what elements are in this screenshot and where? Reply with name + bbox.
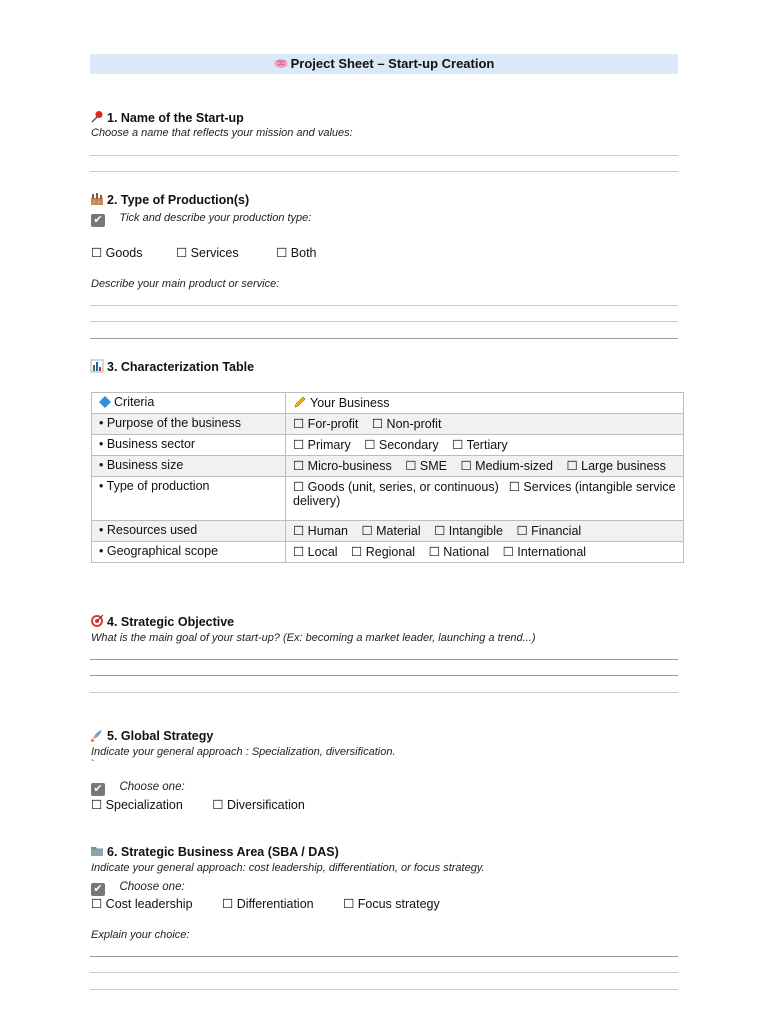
option-checkbox[interactable]: ☐ Regional: [351, 545, 416, 559]
option-goods[interactable]: ☐ Goods: [91, 246, 143, 260]
option-checkbox[interactable]: ☐ Services (intangible service delivery): [293, 480, 676, 508]
page-title: [90, 54, 678, 74]
pushpin-icon: [90, 110, 104, 124]
table-row: [92, 542, 684, 563]
option-checkbox[interactable]: ☐ Secondary: [364, 438, 439, 452]
describe-product-label: Describe your main product or service:: [91, 278, 280, 290]
row-criteria: • Business size: [92, 456, 286, 477]
section-2-check-row: [91, 208, 311, 227]
table-header-row: [92, 393, 684, 414]
checkbox-checked-icon: ✔: [91, 883, 105, 896]
option-differentiation[interactable]: ☐ Differentiation: [222, 897, 314, 911]
row-criteria: • Business sector: [92, 435, 286, 456]
row-criteria: • Geographical scope: [92, 542, 286, 563]
section-5-choose-label: Choose one:: [119, 781, 185, 793]
production-type-options: [91, 245, 317, 260]
row-options: [286, 435, 684, 456]
section-4-heading: 4. Strategic Objective: [90, 614, 234, 629]
option-checkbox[interactable]: ☐ Intangible: [434, 524, 503, 538]
section-1-instruction: Choose a name that reflects your mission and values:: [91, 127, 353, 139]
option-checkbox[interactable]: ☐ Material: [361, 524, 421, 538]
section-3-heading: 3. Characterization Table: [90, 359, 254, 374]
section-4-instruction: What is the main goal of your start-up? (Ex: becoming a market leader, launching a trend...): [91, 632, 536, 644]
diamond-icon: [99, 396, 111, 408]
option-checkbox[interactable]: ☐ SME: [405, 459, 447, 473]
explain-line-2[interactable]: [90, 972, 678, 973]
option-checkbox[interactable]: ☐ Micro-business: [293, 459, 392, 473]
option-checkbox[interactable]: ☐ International: [502, 545, 587, 559]
explain-choice-label: Explain your choice:: [91, 929, 190, 941]
section-6-instruction: Indicate your general approach: cost leadership, differentiation, or focus strategy.: [91, 862, 485, 874]
option-checkbox[interactable]: ☐ Large business: [566, 459, 666, 473]
option-checkbox[interactable]: ☐ National: [428, 545, 490, 559]
table-row: [92, 435, 684, 456]
row-options: [286, 477, 684, 521]
section-5-instruction: Indicate your general approach : Specialization, diversification.: [91, 746, 396, 758]
objective-line-2[interactable]: [90, 675, 678, 676]
section-6-choose-label: Choose one:: [119, 881, 185, 893]
option-checkbox[interactable]: ☐ Financial: [516, 524, 582, 538]
option-checkbox[interactable]: ☐ Goods (unit, series, or continuous): [293, 480, 499, 494]
option-both[interactable]: ☐ Both: [276, 246, 317, 260]
rocket-icon: [90, 728, 104, 742]
row-options: [286, 414, 684, 435]
table-row: [92, 477, 684, 521]
option-checkbox[interactable]: ☐ Human: [293, 524, 348, 538]
section-5-heading: 5. Global Strategy: [90, 728, 213, 743]
table-row: [92, 521, 684, 542]
startup-name-line-2[interactable]: [90, 171, 678, 172]
option-cost-leadership[interactable]: ☐ Cost leadership: [91, 897, 193, 911]
checkbox-checked-icon: ✔: [91, 214, 105, 227]
describe-line-3[interactable]: [90, 338, 678, 339]
row-options: [286, 521, 684, 542]
option-checkbox[interactable]: ☐ Tertiary: [452, 438, 508, 452]
option-focus-strategy[interactable]: ☐ Focus strategy: [343, 897, 440, 911]
table-row: [92, 414, 684, 435]
row-options: [286, 456, 684, 477]
option-diversification[interactable]: ☐ Diversification: [212, 798, 305, 812]
brain-icon: [274, 56, 288, 70]
bar-chart-icon: [90, 359, 104, 373]
section-1-heading: 1. Name of the Start-up: [90, 110, 244, 125]
option-checkbox[interactable]: ☐ Non-profit: [371, 417, 442, 431]
explain-line-3[interactable]: [90, 989, 678, 990]
option-checkbox[interactable]: ☐ For-profit: [293, 417, 359, 431]
section-5-choose-row: [91, 777, 185, 796]
section-2-instruction: Tick and describe your production type:: [119, 212, 312, 224]
folder-icon: [90, 844, 104, 858]
section-6-heading: 6. Strategic Business Area (SBA / DAS): [90, 844, 339, 859]
page-title-text: Project Sheet – Start-up Creation: [290, 56, 495, 71]
table-row: [92, 456, 684, 477]
pencil-icon: [293, 395, 307, 409]
option-services[interactable]: ☐ Services: [176, 246, 239, 260]
row-criteria: • Purpose of the business: [92, 414, 286, 435]
option-checkbox[interactable]: ☐ Primary: [293, 438, 351, 452]
sba-strategy-options: [91, 896, 440, 911]
row-criteria: • Type of production: [92, 477, 286, 521]
target-icon: [90, 614, 104, 628]
table-header-criteria: Criteria: [92, 393, 286, 414]
row-options: [286, 542, 684, 563]
factory-icon: [90, 192, 104, 206]
stray-mark: `: [91, 759, 95, 770]
objective-line-3[interactable]: [90, 692, 678, 693]
section-2-heading: 2. Type of Production(s): [90, 192, 249, 207]
explain-line-1[interactable]: [90, 956, 678, 957]
global-strategy-options: [91, 797, 305, 812]
objective-line-1[interactable]: [90, 659, 678, 660]
option-checkbox[interactable]: ☐ Medium-sized: [460, 459, 553, 473]
section-6-choose-row: [91, 877, 185, 896]
option-specialization[interactable]: ☐ Specialization: [91, 798, 183, 812]
row-criteria: • Resources used: [92, 521, 286, 542]
characterization-table: [91, 392, 684, 563]
startup-name-line-1[interactable]: [90, 155, 678, 156]
option-checkbox[interactable]: ☐ Local: [293, 545, 338, 559]
checkbox-checked-icon: ✔: [91, 783, 105, 796]
describe-line-2[interactable]: [90, 321, 678, 322]
table-header-business: Your Business: [286, 393, 684, 414]
describe-line-1[interactable]: [90, 305, 678, 306]
